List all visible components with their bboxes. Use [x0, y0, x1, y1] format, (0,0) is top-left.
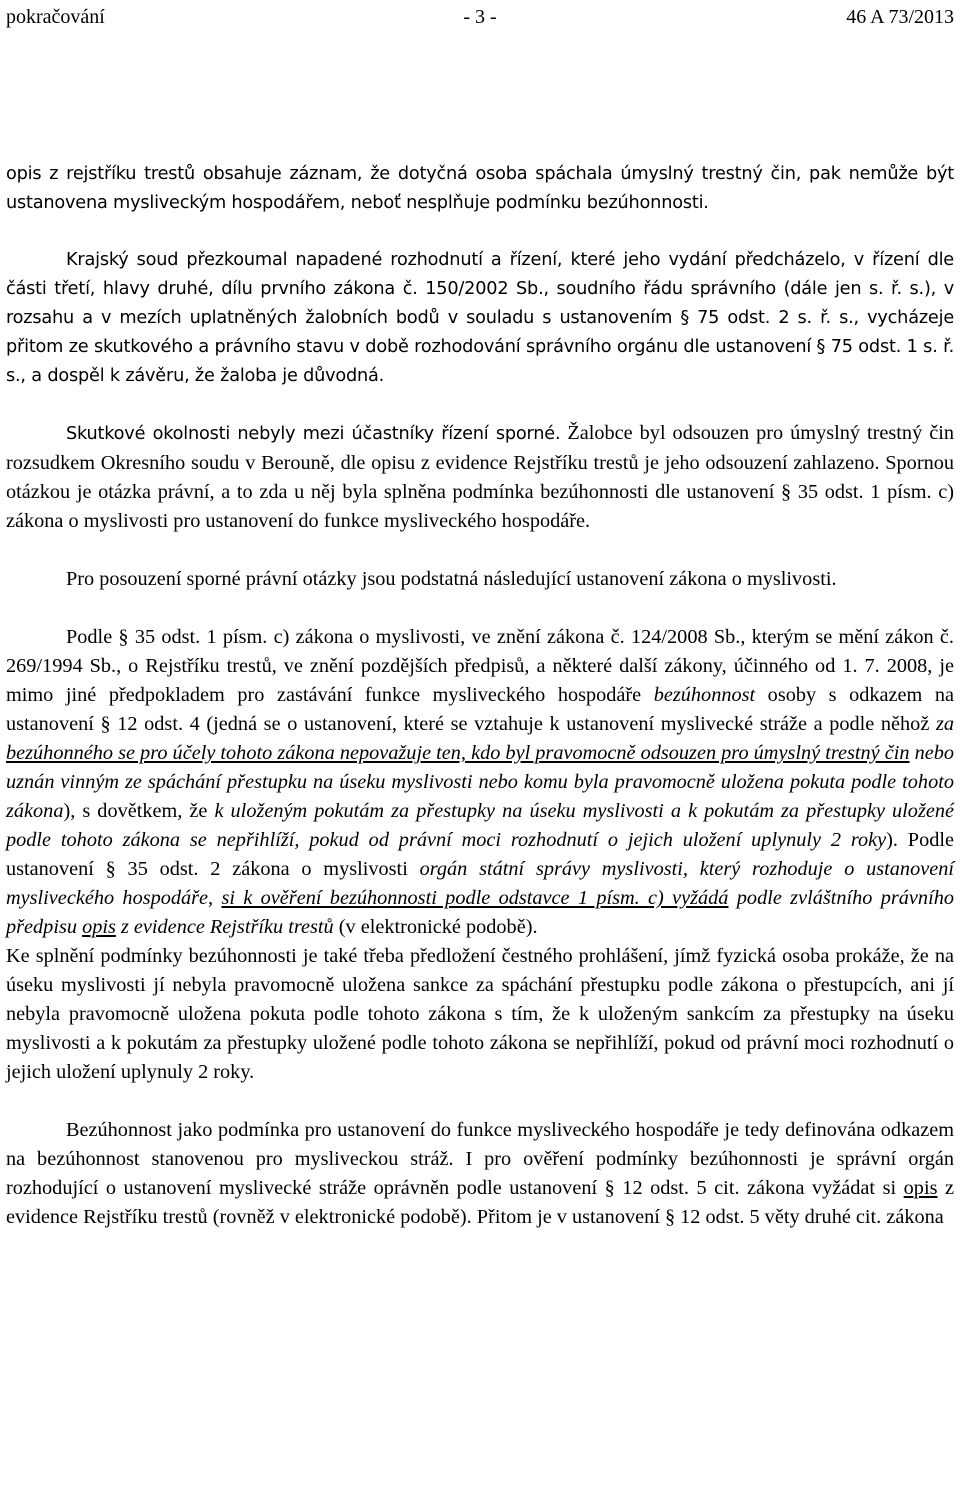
text-run: bezúhonného se pro účely tohoto zákona nepovažuje ten, kdo byl pravomocně odsouzen pro úmyslný trestný čin	[6, 742, 910, 764]
spacer	[6, 218, 954, 246]
spacer	[6, 594, 954, 623]
header-continuation: pokračování	[6, 6, 105, 28]
page-header	[6, 4, 954, 32]
text-run: podle zvláštního právního předpisu	[6, 887, 954, 938]
text-run: Skutkové okolnosti nebyly mezi účastníky řízení sporné.	[66, 424, 561, 444]
document-body	[6, 160, 954, 1232]
text-run: Bezúhonnost jako podmínka pro ustanovení do funkce mysliveckého hospodáře je tedy definována odkazem na bezúhonnost stanovenou pro mysliveckou stráž. I pro ověření podmínky bezúhonnosti je správní orgán rozhodující o ustanovení myslivecké stráže oprávněn podle ustanovení § 12 odst. 5 cit. zákona vyžádat si	[6, 1119, 954, 1199]
spacer	[6, 1087, 954, 1116]
text-run: ), s dovětkem, že	[63, 800, 215, 822]
paragraph-7	[6, 1116, 954, 1232]
paragraph-5	[6, 623, 954, 942]
paragraph-2: Krajský soud přezkoumal napadené rozhodnutí a řízení, které jeho vydání předcházelo, v řízení dle části třetí, hlavy druhé, dílu prvního zákona č. 150/2002 Sb., soudního řádu správního (dále jen s. ř. s.), v rozsahu a v mezích uplatněných žalobních bodů v souladu s ustanovením § 75 odst. 2 s. ř. s., vycházeje přitom ze skutkového a právního stavu v době rozhodování správního orgánu dle ustanovení § 75 odst. 1 s. ř. s., a dospěl k závěru, že žaloba je důvodná.	[6, 250, 954, 386]
text-run: ). Podle ustanovení § 35 odst. 2 zákona o myslivosti	[6, 829, 954, 880]
header-case-number: 46 A 73/2013	[846, 6, 954, 28]
spacer	[6, 391, 954, 419]
text-run: orgán státní správy myslivosti, který rozhoduje o ustanovení mysliveckého hospodáře,	[6, 858, 954, 909]
text-run: si k ověření bezúhonnosti podle odstavce 1 písm. c) vyžádá	[221, 887, 729, 909]
text-run: z evidence Rejstříku trestů	[115, 916, 334, 938]
paragraph-1: opis z rejstříku trestů obsahuje záznam, že dotyčná osoba spáchala úmyslný trestný čin, pak nemůže být ustanovena mysliveckým hospodářem, neboť nesplňuje podmínku bezúhonnosti.	[6, 164, 954, 213]
paragraph-3	[6, 419, 954, 536]
text-run: (v elektronické podobě).	[333, 916, 538, 938]
paragraph-4: Pro posouzení sporné právní otázky jsou podstatná následující ustanovení zákona o myslivosti.	[66, 568, 837, 590]
paragraph-6: Ke splnění podmínky bezúhonnosti je také třeba předložení čestného prohlášení, jímž fyzická osoba prokáže, že na úseku myslivosti jí nebyla pravomocně uložena sankce za spáchání přestupku podle zákona o přestupcích, ani jí nebyla pravomocně uložena pokuta podle tohoto zákona s tím, že k uloženým sankcím za přestupky na úseku myslivosti a k pokutám za přestupky uložené podle tohoto zákona se nepřihlíží, pokud od právní moci rozhodnutí o jejich uložení uplynuly 2 roky.	[6, 945, 954, 1083]
text-run: Žalobce byl odsouzen pro úmyslný trestný čin rozsudkem Okresního soudu v Berouně, dle opisu z evidence Rejstříku trestů je jeho odsouzení zahlazeno. Spornou otázkou je otázka právní, a to zda u něj byla splněna podmínka bezúhonnosti dle ustanovení § 35 odst. 1 písm. c) zákona o myslivosti pro ustanovení do funkce mysliveckého hospodáře.	[6, 422, 954, 532]
text-run: nebo uznán vinným ze spáchání přestupku na úseku myslivosti nebo komu byla pravomocně uložena pokuta podle tohoto zákona	[6, 742, 954, 822]
text-run: opis	[903, 1177, 938, 1199]
text-run: za	[935, 713, 954, 735]
text-run: bezúhonnost	[653, 684, 756, 706]
text-run: opis	[82, 916, 116, 938]
spacer	[6, 536, 954, 565]
text-run: z evidence Rejstříku trestů (rovněž v elektronické podobě). Přitom je v ustanovení § 12 odst. 5 věty druhé cit. zákona	[6, 1177, 954, 1228]
text-run: k uloženým pokutám za přestupky na úseku myslivosti a k pokutám za přestupky uložené podle tohoto zákona se nepřihlíží, pokud od právní moci rozhodnutí o jejich uložení uplynuly 2 roky	[6, 800, 954, 851]
header-page-number: - 3 -	[463, 6, 497, 28]
text-run: osoby s odkazem na ustanovení § 12 odst. 4 (jedná se o ustanovení, které se vztahuje k ustanovení myslivecké stráže a podle něhož	[6, 684, 954, 735]
text-run: Podle § 35 odst. 1 písm. c) zákona o myslivosti, ve znění zákona č. 124/2008 Sb., kterým se mění zákon č. 269/1994 Sb., o Rejstříku trestů, ve znění pozdějších předpisů, a některé další zákony, účinného od 1. 7. 2008, je mimo jiné předpokladem pro zastávání funkce mysliveckého hospodáře	[6, 626, 954, 706]
